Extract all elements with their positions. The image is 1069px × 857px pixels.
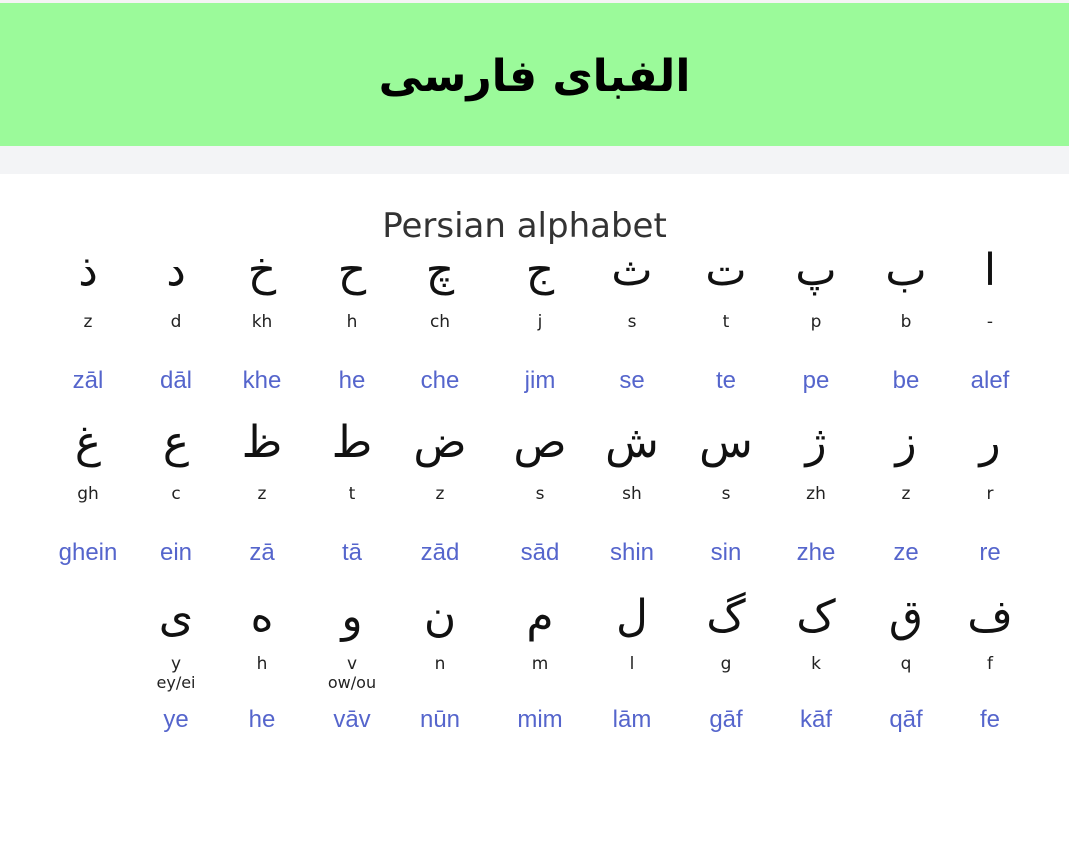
letter-name: dāl (159, 367, 193, 394)
letter-name: he (248, 706, 276, 733)
letter-glyph: ز (895, 417, 917, 468)
letter-transliteration: v (346, 654, 358, 674)
letter-name: pe (802, 367, 830, 394)
letter-name: mim (517, 706, 563, 733)
page-title: الفبای فارسی (378, 51, 691, 102)
letter-name: re (979, 539, 1001, 566)
letter-transliteration: b (900, 312, 912, 332)
letter-glyph: ق (888, 591, 924, 642)
letter-transliteration: s (627, 312, 637, 332)
letter-name: tā (341, 539, 362, 566)
letter-glyph: ل (616, 591, 648, 642)
letter-glyph: ک (796, 591, 836, 642)
letter-glyph: ض (413, 417, 467, 468)
letter-glyph: ط (331, 417, 373, 468)
divider-strip (0, 146, 1069, 174)
letter-glyph: ر (979, 417, 1001, 468)
letter-name: alef (970, 367, 1010, 394)
letter-name: se (619, 367, 645, 394)
letter-name: gāf (709, 706, 743, 733)
letter-transliteration: q (900, 654, 912, 674)
letter-name: ye (163, 706, 189, 733)
letter-glyph: خ (247, 245, 277, 296)
letter-name: khe (242, 367, 282, 394)
letter-transliteration: s (535, 484, 545, 504)
letter-transliteration: r (986, 484, 994, 504)
letter-transliteration: l (629, 654, 635, 674)
letter-glyph: ح (337, 245, 367, 296)
letter-name: qāf (889, 706, 923, 733)
letter-name: he (338, 367, 366, 394)
letter-glyph: ب (885, 245, 927, 296)
letter-name: te (715, 367, 736, 394)
letter-transliteration: k (811, 654, 821, 674)
letter-glyph: ی (158, 591, 194, 642)
letter-transliteration: y (170, 654, 182, 674)
letter-transliteration: z (83, 312, 93, 332)
chart-title: Persian alphabet (382, 206, 667, 246)
letter-glyph: ص (513, 417, 567, 468)
letter-transliteration: s (721, 484, 731, 504)
letter-name: zād (420, 539, 460, 566)
letter-name: vāv (333, 706, 371, 733)
letter-name: sād (520, 539, 560, 566)
letter-transliteration: gh (77, 484, 99, 504)
letter-name: be (892, 367, 920, 394)
letter-transliteration: h (256, 654, 268, 674)
letter-transliteration: z (901, 484, 911, 504)
letter-glyph: پ (795, 245, 837, 296)
letter-glyph: ف (967, 591, 1013, 642)
letter-transliteration: j (537, 312, 543, 332)
letter-name: sin (710, 539, 742, 566)
letter-transliteration: z (435, 484, 445, 504)
letter-glyph: ظ (241, 417, 283, 468)
letter-glyph: ه (250, 591, 274, 642)
letter-transliteration: p (810, 312, 822, 332)
letter-name: zhe (796, 539, 836, 566)
letter-transliteration: g (720, 654, 732, 674)
letter-glyph: ع (162, 417, 190, 468)
letter-glyph: س (699, 417, 753, 468)
letter-glyph: م (526, 591, 554, 642)
letter-name: kāf (799, 706, 832, 733)
letter-name: ghein (58, 539, 118, 566)
letter-transliteration: sh (622, 484, 642, 504)
letter-glyph: ژ (805, 417, 827, 468)
letter-transliteration: h (346, 312, 358, 332)
letter-transliteration: ch (429, 312, 451, 332)
letter-transliteration: z (257, 484, 267, 504)
letter-glyph: ت (705, 245, 747, 296)
letter-glyph: ث (611, 245, 653, 296)
alphabet-chart (0, 174, 1069, 857)
letter-name: zā (249, 539, 275, 566)
letter-transliteration: - (986, 312, 994, 332)
letter-glyph: د (166, 245, 186, 296)
header-banner (0, 0, 1069, 146)
letter-name: fe (979, 706, 1000, 733)
letter-glyph: غ (74, 417, 102, 468)
letter-name: shin (609, 539, 655, 566)
letter-name: ein (159, 539, 193, 566)
letter-glyph: ن (423, 591, 457, 642)
letter-transliteration: t (348, 484, 356, 504)
letter-transliteration: n (434, 654, 446, 674)
letter-transliteration: t (722, 312, 730, 332)
letter-name: ze (893, 539, 919, 566)
letter-transliteration-alt: ow/ou (327, 673, 377, 692)
letter-transliteration: f (987, 654, 993, 674)
letter-name: jim (524, 367, 556, 394)
letter-transliteration: c (171, 484, 181, 504)
letter-glyph: گ (706, 591, 746, 642)
letter-glyph: ش (605, 417, 659, 468)
letter-transliteration: m (531, 654, 549, 674)
letter-name: lām (612, 706, 652, 733)
letter-transliteration-alt: ey/ei (156, 673, 196, 692)
letter-transliteration: d (170, 312, 182, 332)
letter-name: zāl (72, 367, 104, 394)
letter-glyph: و (341, 591, 363, 642)
letter-glyph: چ (425, 245, 455, 296)
letter-glyph: ذ (78, 245, 98, 296)
letter-name: che (420, 367, 460, 394)
letter-name: nūn (419, 706, 461, 733)
letter-transliteration: zh (806, 484, 826, 504)
letter-glyph: ج (525, 245, 555, 296)
letter-glyph: ا (983, 245, 997, 296)
letter-transliteration: kh (251, 312, 273, 332)
